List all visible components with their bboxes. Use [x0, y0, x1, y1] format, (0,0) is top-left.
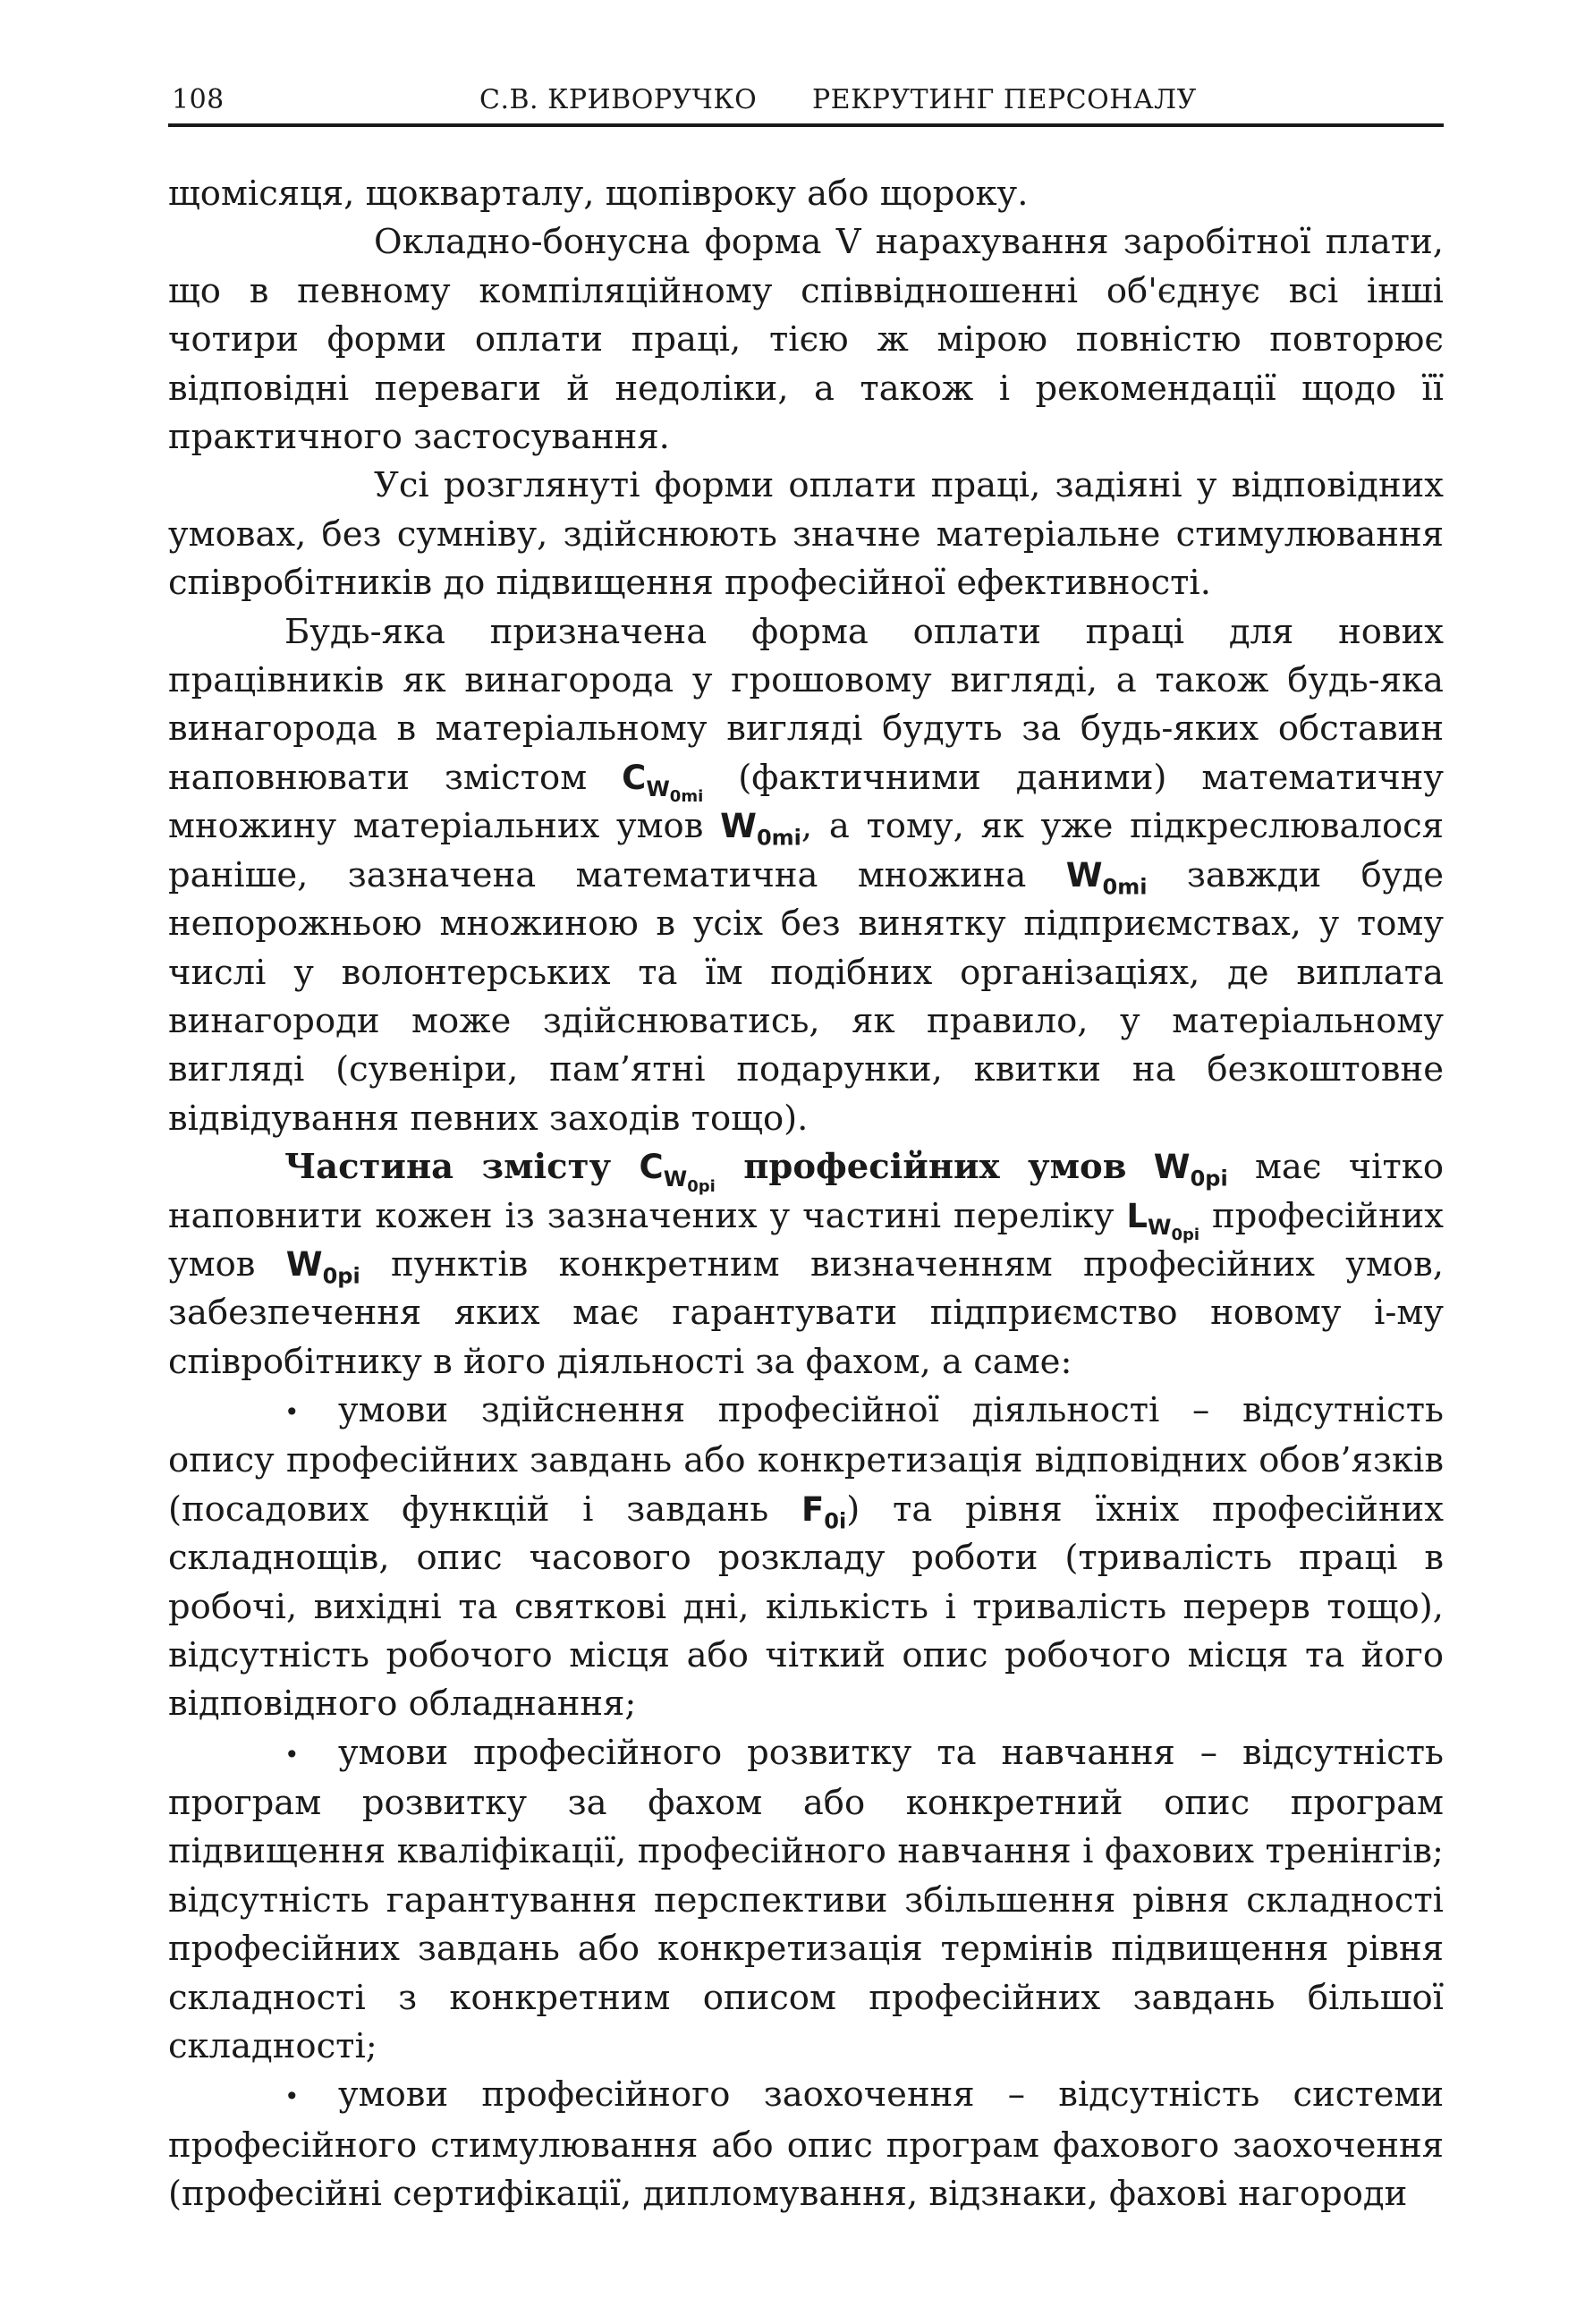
bullet-icon: •	[284, 2082, 300, 2112]
header-book-title: РЕКРУТИНГ ПЕРСОНАЛУ	[812, 84, 1197, 115]
running-header	[168, 79, 1444, 123]
paragraph-material-conditions: Будь-яка призначена форма оплати праці для нових працівників як винагорода у грошовому вигляді, а також будь-яка винагорода в матеріальному вигляді будуть за будь-яких обставин наповнювати змістом $C_{W_{0mi}}$ (фактичними даними) математичну множину матеріальних умов $W_{0mi}$, а тому, як уже підкреслювалося раніше, зазначена математична множина $W_{0mi}$ завжди буде непорожньою множиною в усіх без винятку підприємствах, у тому числі у волонтерських та їм подібних організаціях, де виплата винагороди може здійснюватись, як правило, у матеріальному вигляді (сувеніри, пам’ятні подарунки, квитки на безкоштовне відвідування певних заходів тощо).	[168, 611, 1444, 1139]
symbol-w0mi: $W_{0mi}$	[720, 807, 801, 851]
list-item: • умови здійснення професійної діяльності – відсутність опису професійних завдань або конкретизація відповідних обов’язків (посадових функцій і завдань $F_{0i}$) та рівня їхніх професійних складнощів, опис часового розкладу роботи (тривалість праці в робочі, вихідні та святкові дні, кількість і тривалість перерв тощо), відсутність робочого місця або чіткий опис робочого місця та його відповідного обладнання;	[168, 1387, 1444, 1729]
paragraph-all-forms: Усі розглянуті форми оплати праці, задіяні у відповідних умовах, без сумніву, здійснюють значне матеріальне стимулювання співробітників до підвищення професійної ефективності.	[168, 465, 1444, 604]
symbol-l-w0pi: $L_{W_{0pi}}$	[1126, 1196, 1200, 1244]
header-rule	[168, 123, 1444, 127]
page-number: 108	[172, 84, 225, 115]
symbol-f0i: $F_{0i}$	[801, 1489, 847, 1534]
list-item: • умови професійного заохочення – відсутність системи професійного стимулювання або опис програм фахового заохочення (професійні сертифікації, дипломування, відзнаки, фахові нагороди	[168, 2071, 1444, 2218]
paragraph-bonus-form: Окладно-бонусна форма V нарахування заробітної плати, що в певному компіляційному співвідношенні об'єднує всі інші чотири форми оплати праці, тією ж мірою повністю повторює відповідні переваги й недоліки, а також і рекомендації щодо її практичного застосування.	[168, 222, 1444, 458]
symbol-w0mi: $W_{0mi}$	[1065, 855, 1148, 900]
symbol-w0pi: $W_{0pi}$	[285, 1244, 360, 1289]
body-text	[168, 170, 1444, 2218]
symbol-c-w0pi: $C_{W_{0pi}}$	[639, 1148, 716, 1196]
list-item: • умови професійного розвитку та навчання – відсутність програм розвитку за фахом або конкретний опис програм підвищення кваліфікації, професійного навчання і фахових тренінгів; відсутність гарантування перспективи збільшення рівня складності професійних завдань або конкретизація термінів підвищення рівня складності з конкретним описом професійних завдань більшої складності;	[168, 1729, 1444, 2072]
symbol-w0pi: $W_{0pi}$	[1153, 1148, 1228, 1192]
header-author: С.В. КРИВОРУЧКО	[479, 84, 758, 115]
bullet-icon: •	[284, 1396, 300, 1427]
paragraph-professional-conditions: Частина змісту $C_{W_{0pi}}$ професійних умов $W_{0pi}$ має чітко наповнити кожен із зазначених у частині переліку $L_{W_{0pi}}$ професійних умов $W_{0pi}$ пунктів конкретним визначенням професійних умов, забезпечення яких має гарантувати підприємство новому і-му співробітнику в його діяльності за фахом, а саме:	[168, 1147, 1445, 1382]
bullet-icon: •	[284, 1739, 300, 1769]
paragraph-continuation: щомісяця, щокварталу, щопівроку або щороку.	[168, 174, 1029, 214]
symbol-c-w0mi: $C_{W_{0mi}}$	[622, 758, 704, 807]
